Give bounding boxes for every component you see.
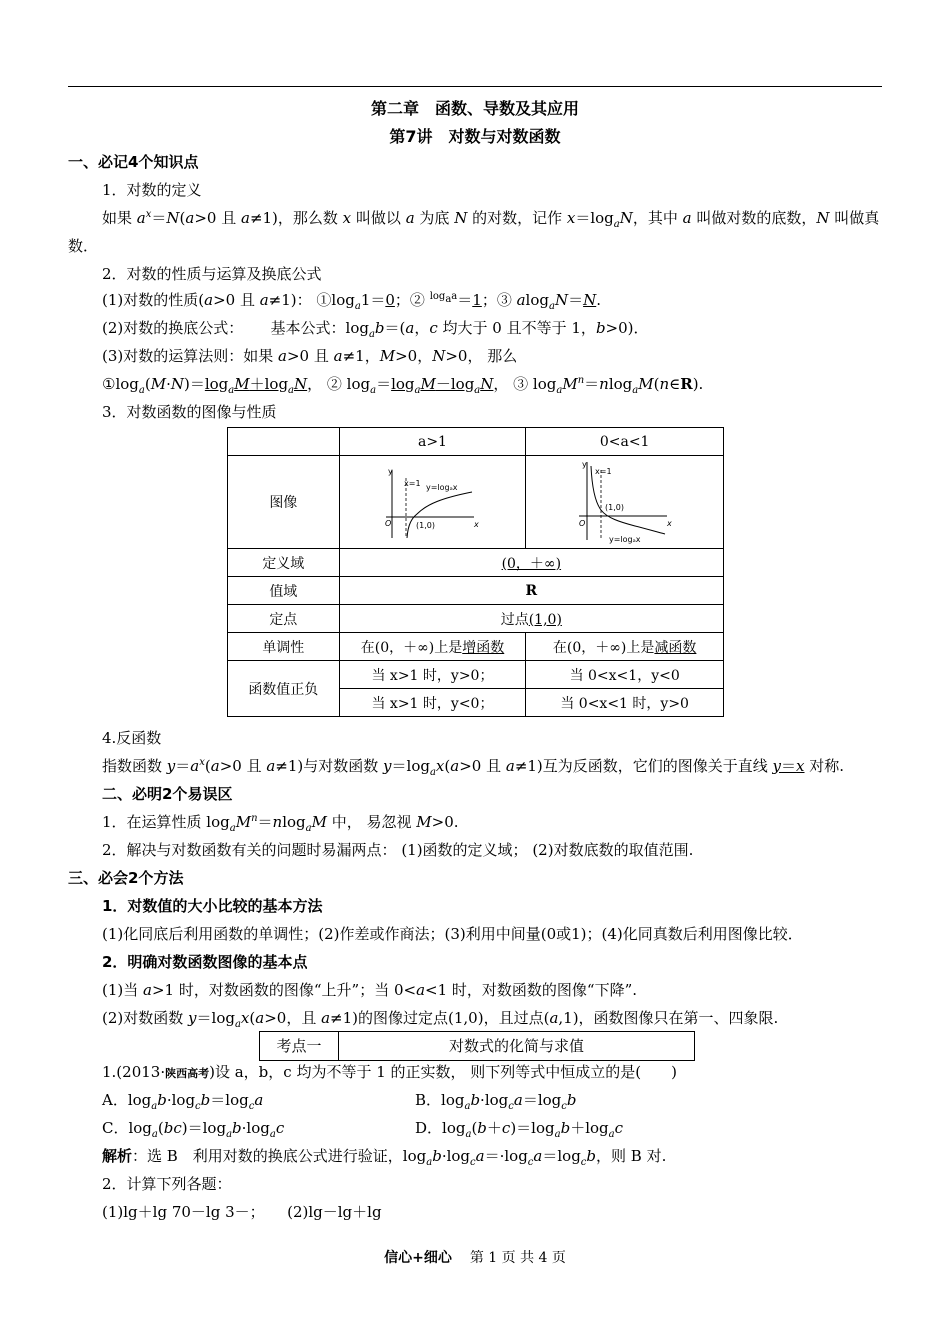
kaodian-topic: 对数式的化简与求值 — [448, 1037, 584, 1055]
inverse-body: 指数函数 $y=a^x(a>0$ 且 a≠1)与对数函数 $y=\log_ax(a>0$ 且 a≠1)互为反函数，它们的图像关于直线 y＝x 对称. — [102, 757, 845, 778]
mono-increasing: 增函数 — [462, 639, 505, 656]
q1-option-c: C．$\log_a(bc)=\log_ab\cdot\log_ac$ — [102, 1119, 285, 1140]
origin-label: O — [578, 519, 585, 528]
row-label-monotonic: 单调性 — [228, 633, 340, 661]
graph2-x1-label: x=1 — [594, 467, 612, 476]
log-rules-intro: (3)对数的运算法则：如果 a>0 且 a≠1，M>0，N>0， 那么 — [102, 347, 518, 365]
axis-y-label: y — [581, 460, 587, 469]
mono-increasing-cell — [339, 633, 526, 661]
sign-1a: 当 x>1 时，y>0； — [339, 661, 526, 689]
q1-suffix: )设 a，b，c 均为不等于 1 的正实数， 则下列等式中恒成立的是( ) — [209, 1063, 677, 1081]
mono-prefix-2: 在(0，＋∞)上是 — [552, 639, 655, 656]
graph2-point-label: (1,0) — [604, 503, 624, 512]
table-row-graph — [228, 456, 724, 549]
section1-heading: 一、必记4个知识点 — [68, 153, 199, 171]
fixed-point-prefix: 过点 — [500, 611, 529, 628]
axis-y-label: y — [388, 467, 394, 476]
lesson-title: 第7讲 对数与对数函数 — [389, 127, 561, 146]
graph1-x1-label: x=1 — [404, 479, 422, 488]
q1-option-d: D．$\log_a(b+c)=\log_ab+\log_ac$ — [415, 1119, 624, 1140]
domain-value-cell — [339, 549, 723, 577]
sign-2b: 当 0<x<1 时，y>0 — [526, 689, 724, 717]
increasing-log-curve — [407, 492, 472, 538]
graph-a-gt-1-cell — [339, 456, 526, 549]
axis-x-label: x — [474, 520, 480, 529]
graph-decreasing-log — [575, 458, 675, 546]
log-properties: (1)对数的性质(a>0 且 a≠1)： $①\log_a1=0$；② $^{log_aa}$＝1；③ alog$_a$N＝N. — [102, 291, 601, 312]
inverse-heading: 4.反函数 — [102, 729, 162, 747]
pitfall-2: 2．解决与对数函数有关的问题时易漏两点： (1)函数的定义域； (2)对数底数的取值范围. — [102, 841, 694, 859]
change-of-base: (2)对数的换底公式： 基本公式：$\log_ab=(a$，c 均大于 0 且不等于 1，b>0)． — [102, 319, 649, 340]
method2-heading: 2．明确对数函数图像的基本点 — [102, 953, 308, 971]
decreasing-log-curve — [591, 466, 665, 534]
col-a-lt-1: 0<a<1 — [526, 428, 724, 456]
row-label-range: 值域 — [228, 577, 340, 605]
row-label-graph: 图像 — [228, 456, 340, 549]
row-label-domain: 定义域 — [228, 549, 340, 577]
q2-heading: 2．计算下列各题： — [102, 1175, 232, 1193]
axis-x-label: x — [666, 519, 672, 528]
row-label-fixed-point: 定点 — [228, 605, 340, 633]
q1-stem — [102, 1062, 677, 1084]
def-body: 如果 $a^x=N(a>0$ 且 a≠1)，那么数 x 叫做以 a 为底 N 的对数，记作 $x=\log_aN$，其中 a 叫做对数的底数，N 叫做真 — [102, 209, 880, 230]
q1-solution: 解析：选 B 利用对数的换底公式进行验证，$\log_ab\cdot\log_ca=\cdot\log_ca=\log_cb$，则 B 对. — [102, 1147, 667, 1168]
method1-heading: 1．对数值的大小比较的基本方法 — [102, 897, 323, 915]
method1-body: (1)化同底后利用函数的单调性；(2)作差或作商法；(3)利用中间量(0或1)；(4)化同真数后利用图像比较． — [102, 925, 803, 943]
table-row-fixed-point — [228, 605, 724, 633]
q1-option-a: A．$\log_ab\cdot\log_cb=\log_ca$ — [102, 1091, 264, 1112]
sign-1b: 当 0<x<1，y<0 — [526, 661, 724, 689]
pitfall-1: 1．在运算性质 $\log_aM^n=nlog_aM$ 中， 易忽视 M>0. — [102, 813, 459, 834]
graph-a-lt-1-cell — [526, 456, 724, 549]
fixed-point-value: (1,0) — [528, 611, 562, 628]
log-function-table — [227, 427, 724, 717]
graph1-curve-label: y=logₐx — [426, 483, 458, 492]
fixed-point-cell — [339, 605, 723, 633]
def-heading: 1．对数的定义 — [102, 181, 202, 199]
table-row-domain — [228, 549, 724, 577]
mono-prefix-1: 在(0，＋∞)上是 — [360, 639, 463, 656]
top-rule — [68, 86, 882, 87]
table-corner — [228, 428, 340, 456]
kaodian-label: 考点一 — [260, 1032, 339, 1060]
method2-body-1: (1)当 a>1 时，对数函数的图像“上升”；当 0<a<1 时，对数函数的图像“下降”. — [102, 981, 638, 999]
graph-props-heading: 3．对数函数的图像与性质 — [102, 403, 277, 421]
q1-prefix: 1.(2013· — [102, 1063, 166, 1081]
section2-heading: 二、必明2个易误区 — [102, 785, 233, 803]
method2-body-2: (2)对数函数 $y=\log_ax(a>0$，且 a≠1)的图像过定点(1,0)，且过点(a,1)，函数图像只在第一、四象限. — [102, 1009, 779, 1030]
mono-decreasing-cell — [526, 633, 724, 661]
table-row-range — [228, 577, 724, 605]
range-value-cell — [339, 577, 723, 605]
q2-body: (1)lg＋lg 70－lg 3－； (2)lg－lg＋lg — [102, 1203, 382, 1221]
footer-page-number: 第 1 页 共 4 页 — [469, 1250, 566, 1266]
kaodian-box — [259, 1031, 695, 1061]
graph1-point-label: (1,0) — [416, 521, 436, 530]
origin-label: O — [385, 519, 392, 528]
table-row-monotonic — [228, 633, 724, 661]
col-a-gt-1: a>1 — [339, 428, 526, 456]
sign-2a: 当 x>1 时，y<0； — [339, 689, 526, 717]
range-value: R — [525, 582, 538, 599]
q1-option-b: B．$\log_ab\cdot\log_ca=\log_cb$ — [415, 1091, 577, 1112]
domain-value: (0，＋∞) — [501, 555, 562, 572]
mono-decreasing: 减函数 — [654, 639, 697, 656]
table-row-sign-1 — [228, 661, 724, 689]
props-heading: 2．对数的性质与运算及换底公式 — [102, 265, 322, 283]
footer-slogan: 信心+细心 — [384, 1250, 452, 1266]
page-footer — [0, 1247, 950, 1267]
chapter-title: 第二章 函数、导数及其应用 — [370, 99, 579, 118]
row-label-sign: 函数值正负 — [228, 661, 340, 717]
section3-heading: 三、必会2个方法 — [68, 869, 184, 887]
log-rules: $①\log_a(M\cdot N)=\log_aM+\log_aN$， ② $\log_a=\log_aM-\log_aN$， ③ $\log_aM^n=nlog_aM(n\in R)$. — [102, 375, 704, 396]
graph-increasing-log — [382, 462, 482, 542]
q1-source: 陕西高考 — [165, 1067, 210, 1080]
def-body-cont: 数． — [68, 237, 99, 255]
graph2-curve-label: y=logₐx — [608, 535, 641, 544]
table-header-row — [228, 428, 724, 456]
